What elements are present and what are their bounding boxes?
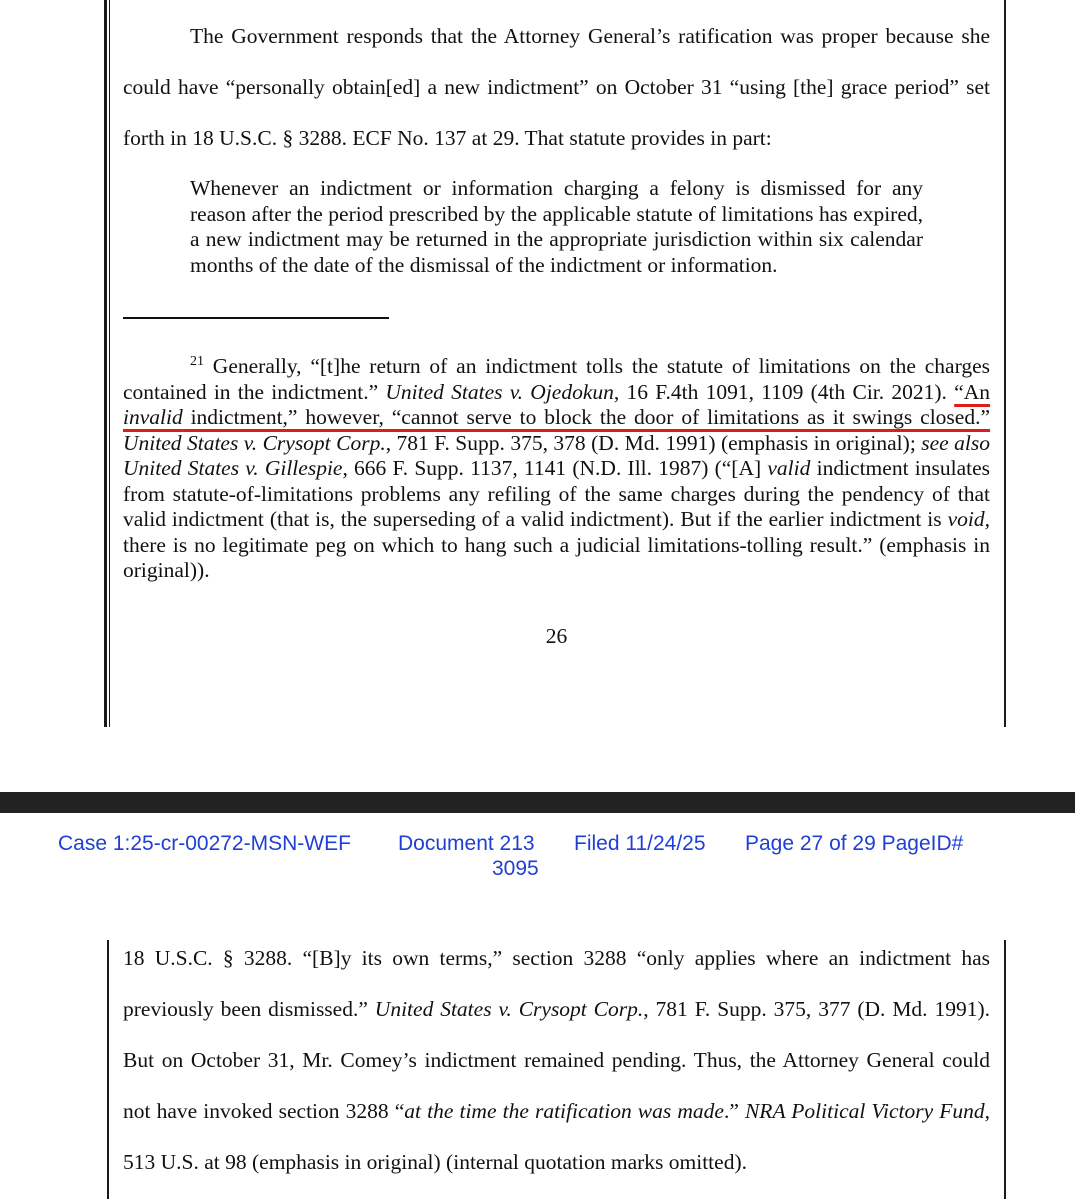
case-citation: United States v. Crysopt Corp. — [123, 430, 386, 455]
page-separator-band — [0, 792, 1075, 813]
left-margin-rule-thin — [109, 0, 110, 727]
body-paragraph-section-3288: 18 U.S.C. § 3288. “[B]y its own terms,” section 3288 “only applies where an indictment has previously been dismissed.” United States v. Crysopt Corp., 781 F. Supp. 375, 377 (D. Md. 1991). But on October 31, Mr. Comey’s indictment remained pending. Thus, the Attorney General could not have invoked section 3288 “at the time the ratification was made.” NRA Political Victory Fund, 513 U.S. at 98 (emphasis in original) (internal quotation marks omitted). — [123, 946, 990, 1174]
footnote-21: $^{21}$ Generally, “[t]he return of an indictment tolls the statute of limitations on the charges contained in the indictment.” United States v. Ojedokun, 16 F.4th 1091, 1109 (4th Cir. 2021). “An invalid indictment,” however, “cannot serve to block the door of limitations as it swings closed.” United States v. Crysopt Corp., 781 F. Supp. 375, 378 (D. Md. 1991) (emphasis in original); see also United States v. Gillespie, 666 F. Supp. 1137, 1141 (N.D. Ill. 1987) (“[A] valid indictment insulates from statute-of-limitations problems any refiling of the same charges during the pendency of that valid indictment (that is, the superseding of a valid indictment). But if the earlier indictment is void, there is no legitimate peg on which to hang such a judicial limitations-tolling result.” (emphasis in original)). — [123, 354, 990, 582]
statute-block-quote: Whenever an indictment or information charging a felony is dismissed for any reason after the period prescribed by the applicable statute of limitations has expired, a new indictment may be returned in the appropriate jurisdiction within six calendar months of the date of the dismissal of the indictment or information. — [190, 176, 923, 277]
case-number: Case 1:25-cr-00272-MSN-WEF — [58, 832, 351, 855]
right-margin-rule-bottom — [1004, 940, 1006, 1199]
italic-quote: at the time the ratification was made — [404, 1099, 724, 1123]
left-margin-rule-bottom — [107, 940, 109, 1199]
right-margin-rule — [1004, 0, 1006, 727]
left-margin-rule — [104, 0, 107, 727]
page-number: 26 — [545, 624, 568, 648]
page-id: 3095 — [492, 857, 539, 880]
case-citation: United States v. Ojedokun — [385, 379, 614, 404]
footnote-number: 21 — [190, 354, 204, 369]
red-underlined-quote: “An invalid indictment,” however, “cannot serve to block the door of limitations as it swings closed.” — [123, 379, 990, 429]
case-citation: see also United States v. Gillespie — [123, 430, 990, 480]
filed-date: Filed 11/24/25 — [574, 832, 706, 855]
case-citation: United States v. Crysopt Corp. — [374, 997, 644, 1021]
document-number: Document 213 — [398, 832, 535, 855]
footnote-divider — [123, 317, 389, 319]
page-of-pages: Page 27 of 29 PageID# — [745, 832, 964, 855]
body-paragraph-government-response: The Government responds that the Attorney General’s ratification was proper because she could have “personally obtain[ed] a new indictment” on October 31 “using [the] grace period” set forth in 18 U.S.C. § 3288. ECF No. 137 at 29. That statute provides in part: — [123, 24, 990, 150]
case-citation: NRA Political Victory Fund — [744, 1099, 985, 1123]
